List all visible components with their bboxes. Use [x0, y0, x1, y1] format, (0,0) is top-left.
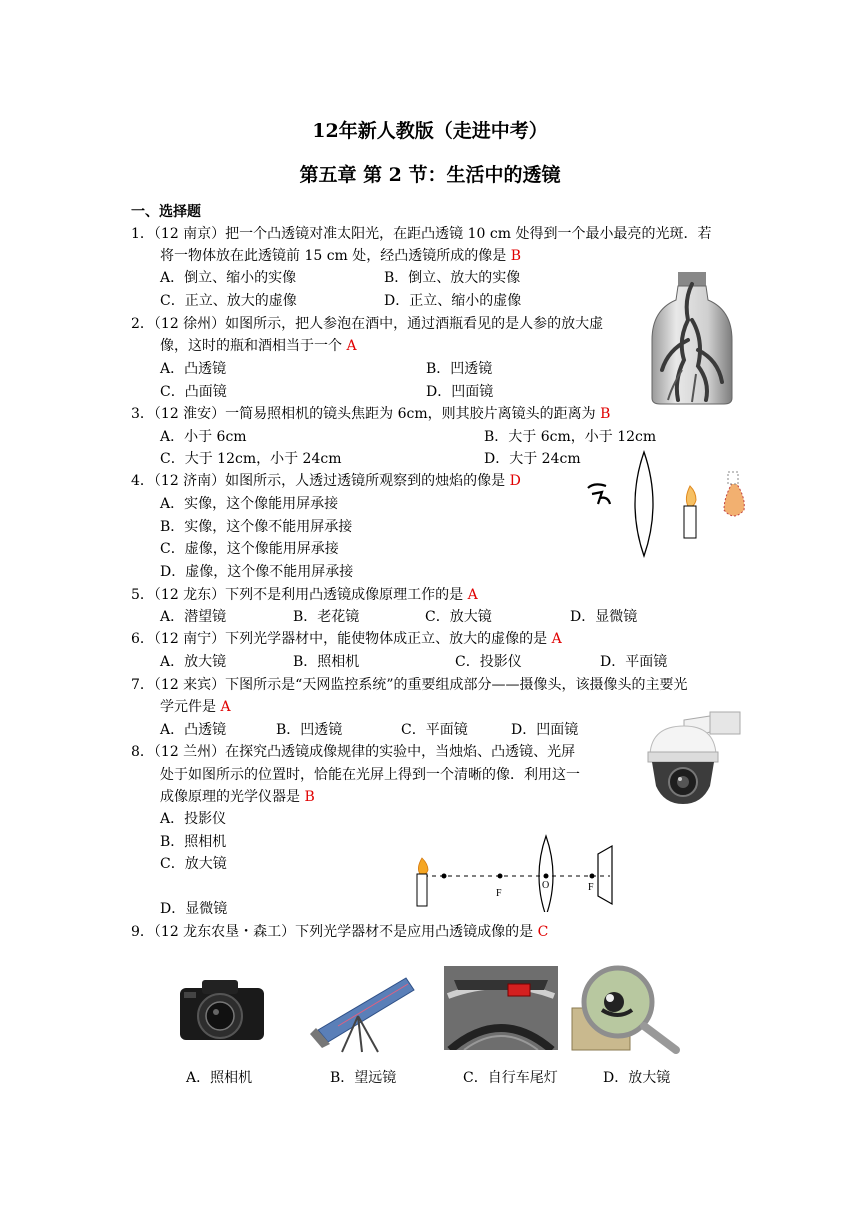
q8-option-a: A．投影仪	[160, 811, 227, 827]
focal-point-dot	[498, 874, 503, 879]
label-f2: F	[588, 882, 594, 893]
q9-line1: 9．（12 龙东农垦・森工）下列光学器材不是应用凸透镜成像的是 C	[131, 924, 549, 940]
q9-answer: C	[537, 924, 549, 940]
q6-option-c: C．投影仪	[455, 654, 522, 670]
q1-option-b: B．倒立、放大的实像	[384, 270, 521, 286]
eye-icon	[588, 484, 610, 504]
center-dot	[544, 874, 549, 879]
q4-option-b: B．实像，这个像不能用屏承接	[160, 519, 353, 535]
dome-camera-image	[640, 706, 744, 810]
q1-option-a: A．倒立、缩小的实像	[160, 270, 297, 286]
q8-option-d: D．显微镜	[160, 901, 228, 917]
q6-line1: 6．（12 南宁）下列光学器材中，能使物体成正立、放大的虚像的是 A	[131, 631, 562, 647]
telescope-image	[298, 966, 426, 1054]
q3-option-a: A．小于 6cm	[160, 429, 247, 445]
point-dot	[442, 874, 447, 879]
q5-answer: A	[467, 587, 478, 603]
q2-line1: 2．（12 徐州）如图所示，把人参泡在酒中，通过酒瓶看见的是人参的放大虚	[131, 316, 604, 332]
focal-point-dot	[590, 874, 595, 879]
candle-icon	[417, 858, 428, 906]
label-f1: F	[496, 888, 502, 899]
screen-icon	[598, 846, 612, 904]
q4-option-d: D．虚像，这个像不能用屏承接	[160, 564, 354, 580]
q4-answer: D	[509, 473, 521, 489]
bicycle-taillight-image	[444, 966, 558, 1050]
q8-line3: 成像原理的光学仪器是 B	[160, 789, 315, 805]
q1-answer: B	[510, 248, 522, 264]
magnifier-image	[566, 962, 690, 1056]
candle-icon	[684, 486, 696, 538]
q7-answer: A	[220, 699, 231, 715]
q5-option-b: B．老花镜	[293, 609, 360, 625]
q7-line1: 7．（12 来宾）下图所示是“天网监控系统”的重要组成部分——摄像头，该摄像头的主要光	[131, 677, 688, 693]
q9-option-c: C．自行车尾灯	[463, 1070, 558, 1086]
section-heading: 一、选择题	[131, 204, 201, 220]
q2-option-d: D．凹面镜	[426, 384, 494, 400]
optics-bench-diagram	[410, 834, 630, 912]
lens-candle-diagram	[584, 450, 754, 558]
q5-option-d: D．显微镜	[570, 609, 638, 625]
q7-option-d: D．凹面镜	[511, 722, 579, 738]
q1-line2: 将一物体放在此透镜前 15 cm 处，经凸透镜所成的像是 B	[160, 248, 522, 264]
convex-lens-icon	[635, 452, 653, 556]
q6-option-d: D．平面镜	[600, 654, 668, 670]
q3-option-b: B．大于 6cm，小于 12cm	[484, 429, 657, 445]
q4-line1: 4．（12 济南）如图所示，人透过透镜所观察到的烛焰的像是 D	[131, 473, 521, 489]
q3-option-d: D．大于 24cm	[484, 451, 581, 467]
q2-answer: A	[346, 338, 357, 354]
q9-option-b: B．望远镜	[330, 1070, 397, 1086]
q4-option-a: A．实像，这个像能用屏承接	[160, 496, 339, 512]
q5-option-c: C．放大镜	[425, 609, 492, 625]
q2-option-a: A．凸透镜	[160, 361, 227, 377]
camera-image	[158, 966, 286, 1054]
q5-line1: 5．（12 龙东）下列不是利用凸透镜成像原理工作的是 A	[131, 587, 478, 603]
q6-answer: A	[551, 631, 562, 647]
q9-option-a: A．照相机	[186, 1070, 253, 1086]
page-subtitle: 第五章 第 2 节：生活中的透镜	[299, 164, 561, 186]
q1-option-d: D．正立、缩小的虚像	[384, 293, 522, 309]
label-o: O	[542, 880, 550, 891]
q2-option-c: C．凸面镜	[160, 384, 227, 400]
q5-option-a: A．潜望镜	[160, 609, 227, 625]
flame-image-icon	[724, 472, 744, 516]
ginseng-bottle-image	[648, 270, 736, 406]
q3-option-c: C．大于 12cm，小于 24cm	[160, 451, 342, 467]
q1-line1: 1．（12 南京）把一个凸透镜对准太阳光，在距凸透镜 10 cm 处得到一个最小最亮的光斑．若	[131, 226, 712, 242]
q7-option-b: B．凹透镜	[276, 722, 343, 738]
q8-option-c: C．放大镜	[160, 856, 227, 872]
q8-line1: 8．（12 兰州）在探究凸透镜成像规律的实验中，当烛焰、凸透镜、光屏	[131, 744, 576, 760]
q1-option-c: C．正立、放大的虚像	[160, 293, 297, 309]
q4-option-c: C．虚像，这个像能用屏承接	[160, 541, 339, 557]
q8-option-b: B．照相机	[160, 834, 227, 850]
q2-option-b: B．凹透镜	[426, 361, 493, 377]
q8-answer: B	[304, 789, 315, 805]
q2-line2: 像，这时的瓶和酒相当于一个 A	[160, 338, 357, 354]
q8-line2: 处于如图所示的位置时，恰能在光屏上得到一个清晰的像．利用这一	[160, 767, 580, 783]
page-title: 12年新人教版（走进中考）	[312, 120, 548, 142]
q7-line2: 学元件是 A	[160, 699, 231, 715]
q6-option-b: B．照相机	[293, 654, 360, 670]
q3-answer: B	[600, 406, 611, 422]
q7-option-c: C．平面镜	[401, 722, 468, 738]
q6-option-a: A．放大镜	[160, 654, 227, 670]
q7-option-a: A．凸透镜	[160, 722, 227, 738]
q9-option-d: D．放大镜	[603, 1070, 671, 1086]
q3-line1: 3．（12 淮安）一简易照相机的镜头焦距为 6cm，则其胶片离镜头的距离为 B	[131, 406, 611, 422]
